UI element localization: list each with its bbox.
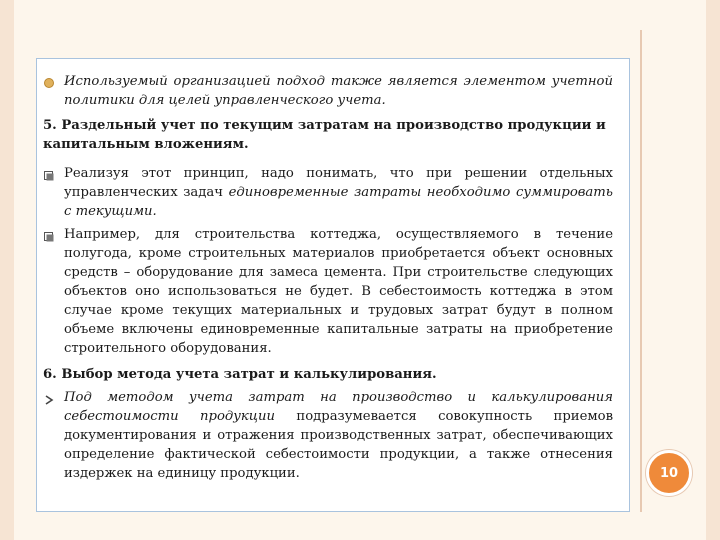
- section-heading-6: [43, 365, 613, 384]
- paragraph-costing-method: [64, 388, 613, 483]
- paragraph-accounting-policy: Используемый организацией подход также является элементом учетной политики для целей управленческого учета.: [64, 74, 613, 108]
- heading-text: Раздельный учет по текущим затратам на производство продукции и капитальным вложениям.: [43, 118, 606, 152]
- paragraph-costing-method-italic: Под методом учета затрат на производство и калькулирования себестоимости продукции: [64, 390, 613, 424]
- square-bullet-icon: [43, 231, 55, 243]
- heading-number: 6.: [43, 367, 57, 382]
- heading-text: Выбор метода учета затрат и калькулирования.: [61, 367, 437, 382]
- paragraph-principle-italic: единовременные затраты необходимо суммировать с текущими.: [64, 185, 613, 219]
- heading-number: 5.: [43, 118, 57, 133]
- paragraph-principle: [64, 164, 613, 221]
- paragraph-principle-text: Реализуя этот принцип, надо понимать, что при решении отдельных управленческих задач: [64, 166, 613, 200]
- page-number: 10: [659, 465, 679, 481]
- section-heading-5: [43, 116, 613, 154]
- paragraph-costing-method-text: подразумевается совокупность приемов документирования и отражения производственных затрат, обеспечивающих определение фактической себестоимости продукции, а также отнесения издержек на единицу продукции.: [64, 409, 613, 481]
- square-bullet-icon: [43, 170, 55, 182]
- paragraph-cottage-example: Например, для строительства коттеджа, осуществляемого в течение полугода, кроме строительных материалов приобретается объект основных средств – оборудование для замеса цемента. При строительстве следующих объектов оно использоваться не будет. В себестоимость коттеджа в этом случае кроме текущих материальных и трудовых затрат будут в полном объеме включены единовременные капитальные затраты на приобретение строительного оборудования.: [64, 227, 613, 356]
- arrow-bullet-icon: [43, 394, 55, 406]
- circle-bullet-icon: [43, 77, 55, 89]
